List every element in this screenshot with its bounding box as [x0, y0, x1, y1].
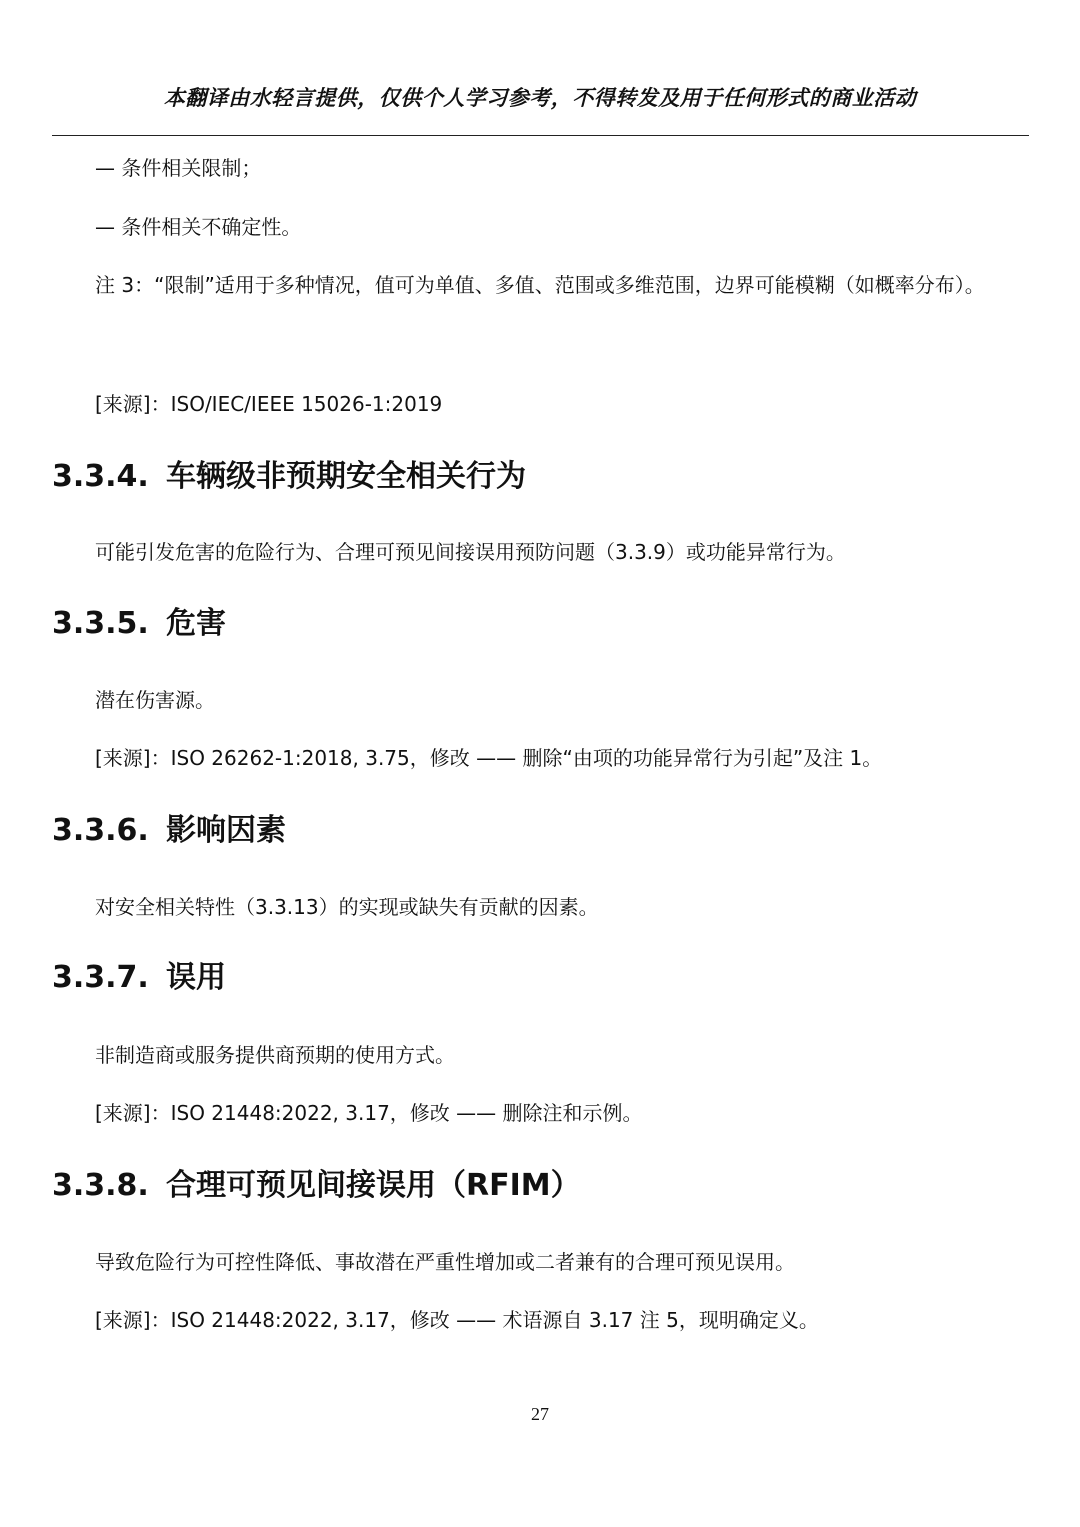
source-citation: [来源]：ISO/IEC/IEEE 15026-1:2019: [95, 392, 443, 416]
section-number: 3.3.7.: [52, 960, 149, 995]
source-citation: [来源]：ISO 21448:2022, 3.17，修改 —— 删除注和示例。: [95, 1101, 643, 1125]
section-definition: 可能引发危害的危险行为、合理可预见间接误用预防问题（3.3.9）或功能异常行为。: [95, 540, 846, 564]
note-3: 注 3：“限制”适用于多种情况，值可为单值、多值、范围或多维范围，边界可能模糊（如概率分布）。: [95, 273, 985, 297]
section-title: 误用: [166, 960, 226, 995]
section-number: 3.3.5.: [52, 606, 149, 641]
section-title: 影响因素: [166, 813, 286, 848]
section-title: 合理可预见间接误用（RFIM）: [166, 1168, 581, 1203]
section-number: 3.3.6.: [52, 813, 149, 848]
section-heading-3-3-8: [52, 1166, 581, 1206]
section-definition: 导致危险行为可控性降低、事故潜在严重性增加或二者兼有的合理可预见误用。: [95, 1250, 795, 1274]
section-heading-3-3-4: [52, 457, 526, 497]
section-definition: 潜在伤害源。: [95, 688, 215, 712]
section-heading-3-3-6: [52, 811, 286, 851]
section-number: 3.3.8.: [52, 1168, 149, 1203]
section-heading-3-3-5: [52, 604, 226, 644]
section-title: 危害: [166, 606, 226, 641]
header-divider: [52, 135, 1029, 136]
list-item: — 条件相关不确定性。: [95, 215, 302, 239]
section-heading-3-3-7: [52, 958, 226, 998]
section-definition: 对安全相关特性（3.3.13）的实现或缺失有贡献的因素。: [95, 895, 599, 919]
page-header: 本翻译由水轻言提供，仅供个人学习参考，不得转发及用于任何形式的商业活动: [163, 86, 917, 110]
list-item: — 条件相关限制；: [95, 156, 262, 180]
page-number: 27: [531, 1404, 549, 1424]
section-definition: 非制造商或服务提供商预期的使用方式。: [95, 1043, 455, 1067]
source-citation: [来源]：ISO 26262-1:2018, 3.75，修改 —— 删除“由项的功能异常行为引起”及注 1。: [95, 746, 883, 770]
section-number: 3.3.4.: [52, 459, 149, 494]
section-title: 车辆级非预期安全相关行为: [166, 459, 526, 494]
source-citation: [来源]：ISO 21448:2022, 3.17，修改 —— 术语源自 3.17 注 5，现明确定义。: [95, 1308, 819, 1332]
